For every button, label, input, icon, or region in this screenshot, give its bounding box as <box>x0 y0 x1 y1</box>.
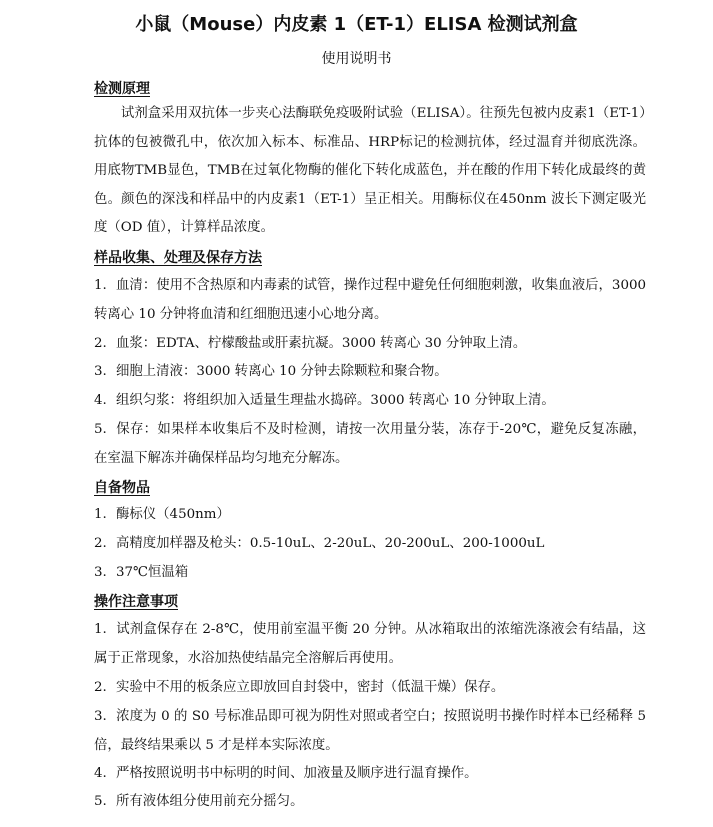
item-number: 1. <box>94 278 107 293</box>
item-text: 血浆：EDTA、柠檬酸盐或肝素抗凝。3000 转离心 30 分钟取上清。 <box>116 336 527 351</box>
item-text: 保存：如果样本收集后不及时检测，请按一次用量分装，冻存于-20℃，避免反复冻融，在室温下解冻并确保样品均匀地充分解冻。 <box>94 422 646 466</box>
item-number: 2. <box>94 336 107 351</box>
item-number: 2. <box>94 680 107 695</box>
item-text: 37℃恒温箱 <box>116 565 189 580</box>
item-text: 组织匀浆：将组织加入适量生理盐水捣碎。3000 转离心 10 分钟取上清。 <box>116 393 555 408</box>
item-text: 高精度加样器及枪头：0.5-10uL、2-20uL、20-200uL、200-1000uL <box>116 536 545 551</box>
item-text: 严格按照说明书中标明的时间、加液量及顺序进行温育操作。 <box>116 766 478 781</box>
precaution-item <box>94 788 646 817</box>
precaution-item <box>94 760 646 789</box>
item-text: 所有液体组分使用前充分摇匀。 <box>116 794 304 809</box>
item-number: 5. <box>94 422 107 437</box>
item-number: 1. <box>94 507 107 522</box>
sample-item <box>94 358 646 387</box>
item-number: 3. <box>94 364 107 379</box>
sample-item <box>94 330 646 359</box>
precaution-item <box>94 674 646 703</box>
item-number: 1. <box>94 622 107 637</box>
item-text: 血清：使用不含热原和内毒素的试管，操作过程中避免任何细胞刺激，收集血液后，3000 转离心 10 分钟将血清和红细胞迅速小心地分离。 <box>94 278 646 322</box>
item-number: 3. <box>94 565 107 580</box>
supply-item <box>94 559 646 588</box>
document-title: 小鼠（Mouse）内皮素 1（ET-1）ELISA 检测试剂盒 <box>135 14 578 35</box>
item-number: 4. <box>94 766 107 781</box>
section-heading-precautions: 操作注意事项 <box>94 594 178 610</box>
sample-item <box>94 387 646 416</box>
section-heading-supplies: 自备物品 <box>94 480 150 496</box>
item-text: 细胞上清液：3000 转离心 10 分钟去除颗粒和聚合物。 <box>116 364 448 379</box>
item-number: 2. <box>94 536 107 551</box>
precaution-item <box>94 703 646 760</box>
item-text: 酶标仪（450nm） <box>116 507 230 522</box>
item-number: 5. <box>94 794 107 809</box>
item-number: 3. <box>94 709 107 724</box>
section-heading-principle: 检测原理 <box>94 81 150 97</box>
item-text: 浓度为 0 的 S0 号标准品即可视为阴性对照或者空白；按照说明书操作时样本已经稀释 5 倍，最终结果乘以 5 才是样本实际浓度。 <box>94 709 646 753</box>
supply-item <box>94 530 646 559</box>
item-number: 4. <box>94 393 107 408</box>
sample-item <box>94 416 646 473</box>
precaution-item <box>94 616 646 673</box>
supply-item <box>94 501 646 530</box>
item-text: 实验中不用的板条应立即放回自封袋中，密封（低温干燥）保存。 <box>116 680 505 695</box>
document-subtitle: 使用说明书 <box>321 51 392 67</box>
principle-paragraph: 试剂盒采用双抗体一步夹心法酶联免疫吸附试验（ELISA）。往预先包被内皮素1（ET-1）抗体的包被微孔中，依次加入标本、标准品、HRP标记的检测抗体，经过温育并彻底洗涤。用底物TMB显色，TMB在过氧化物酶的催化下转化成蓝色，并在酸的作用下转化成最终的黄色。颜色的深浅和样品中的内皮素1（ET-1）呈正相关。用酶标仪在450nm 波长下测定吸光度（OD 值），计算样品浓度。 <box>94 106 646 236</box>
sample-item <box>94 272 646 329</box>
item-text: 试剂盒保存在 2-8℃，使用前室温平衡 20 分钟。从冰箱取出的浓缩洗涤液会有结晶，这属于正常现象，水浴加热使结晶完全溶解后再使用。 <box>94 622 646 666</box>
section-heading-samples: 样品收集、处理及保存方法 <box>94 250 262 266</box>
